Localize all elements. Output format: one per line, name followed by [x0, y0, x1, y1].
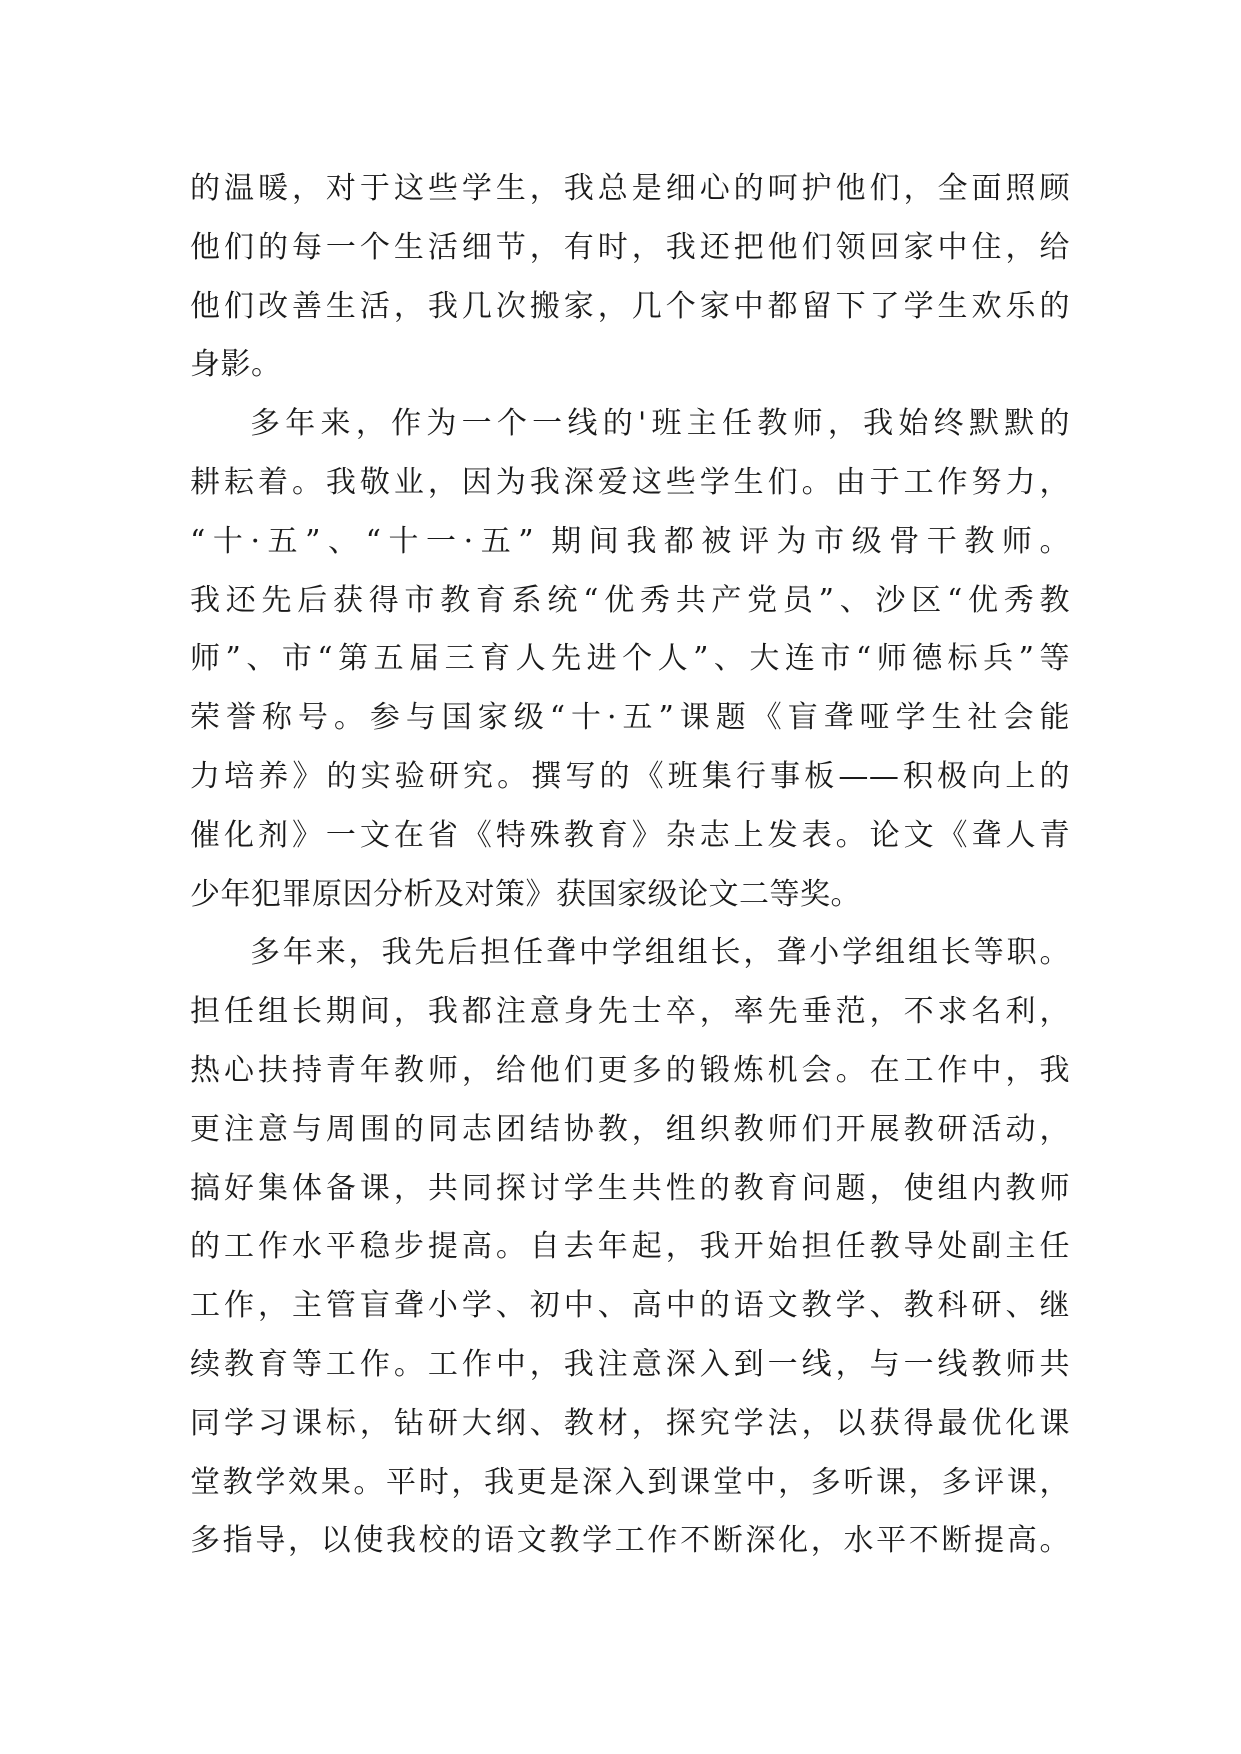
paragraph-start-line: 多年来，我先后担任聋中学组组长，聋小学组组长等职。 [250, 935, 1070, 971]
text-line: 的工作水平稳步提高。自去年起，我开始担任教导处副主任 [190, 1229, 1070, 1265]
text-line: 催化剂》一文在省《特殊教育》杂志上发表。论文《聋人青 [190, 817, 1070, 853]
text-line: 我还先后获得市教育系统“优秀共产党员”、沙区“优秀教 [190, 582, 1070, 618]
text-line: “十·五”、“十一·五” 期间我都被评为市级骨干教师。 [190, 523, 1070, 559]
text-line: 担任组长期间，我都注意身先士卒，率先垂范，不求名利， [190, 994, 1070, 1030]
body-text [190, 160, 1070, 1571]
paragraph-start-line: 多年来，作为一个一线的'班主任教师，我始终默默的 [250, 406, 1070, 442]
text-line: 他们的每一个生活细节，有时，我还把他们领回家中住，给 [190, 229, 1070, 265]
text-line: 力培养》的实验研究。撰写的《班集行事板——积极向上的 [190, 758, 1070, 794]
text-line: 耕耘着。我敬业，因为我深爱这些学生们。由于工作努力， [190, 464, 1070, 500]
text-line: 荣誉称号。参与国家级“十·五”课题《盲聋哑学生社会能 [190, 700, 1070, 736]
text-line: 同学习课标，钻研大纲、教材，探究学法，以获得最优化课 [190, 1405, 1070, 1441]
text-line: 他们改善生活，我几次搬家，几个家中都留下了学生欢乐的 [190, 288, 1070, 324]
text-line: 师”、市“第五届三育人先进个人”、大连市“师德标兵”等 [190, 641, 1070, 677]
text-line: 少年犯罪原因分析及对策》获国家级论文二等奖。 [190, 876, 861, 912]
text-line: 的温暖，对于这些学生，我总是细心的呵护他们，全面照顾 [190, 171, 1070, 206]
text-line: 搞好集体备课，共同探讨学生共性的教育问题，使组内教师 [190, 1170, 1070, 1206]
text-line: 更注意与周围的同志团结协教，组织教师们开展教研活动， [190, 1111, 1070, 1147]
text-line: 堂教学效果。平时，我更是深入到课堂中，多听课，多评课， [190, 1464, 1070, 1500]
text-line: 热心扶持青年教师，给他们更多的锻炼机会。在工作中，我 [190, 1052, 1070, 1088]
text-line: 多指导，以使我校的语文教学工作不断深化，水平不断提高。 [190, 1523, 1070, 1559]
text-line: 身影。 [190, 347, 282, 383]
text-line: 续教育等工作。工作中，我注意深入到一线，与一线教师共 [190, 1346, 1070, 1382]
text-line: 工作，主管盲聋小学、初中、高中的语文教学、教科研、继 [190, 1288, 1070, 1324]
